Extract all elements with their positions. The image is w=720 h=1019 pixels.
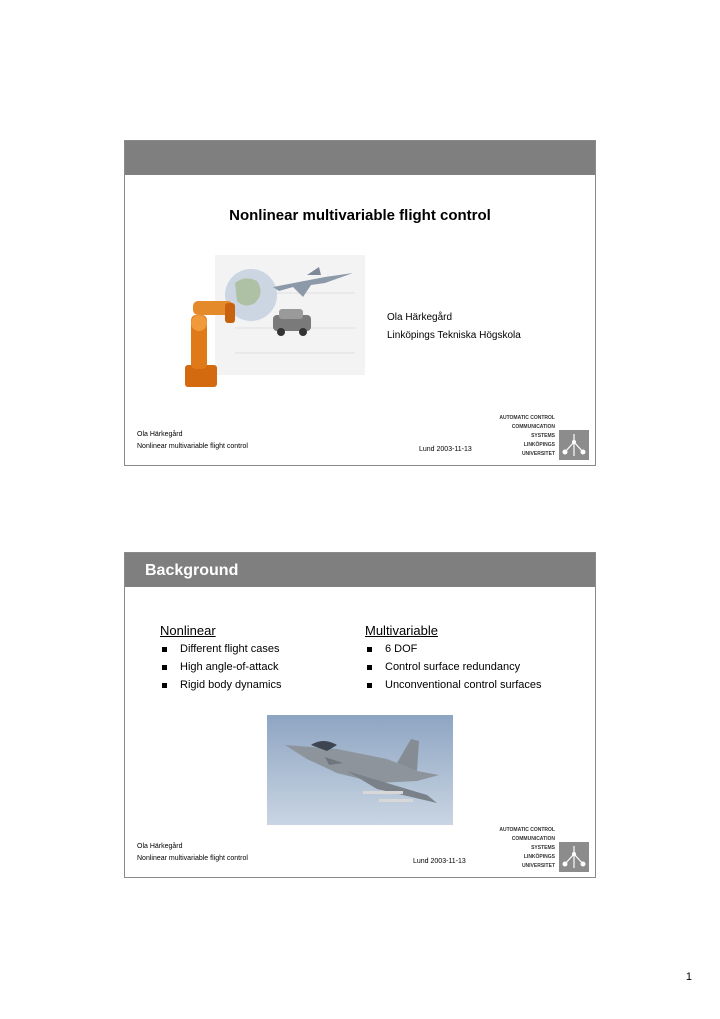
list-item: Control surface redundancy (365, 661, 542, 679)
multivariable-column (365, 623, 542, 697)
slide-background (124, 552, 596, 878)
nonlinear-column (160, 623, 282, 697)
list-item: High angle-of-attack (160, 661, 282, 679)
slide-header-bar (125, 141, 595, 175)
page-number: 1 (685, 971, 692, 983)
author-name: Ola Härkegård (387, 312, 453, 323)
university-logo-text: AUTOMATIC CONTROL COMMUNICATION SYSTEMS LINKÖPINGS UNIVERSITET (499, 827, 555, 869)
robot-jet-car-collage-image (175, 253, 371, 393)
university-logo-text: AUTOMATIC CONTROL COMMUNICATION SYSTEMS LINKÖPINGS UNIVERSITET (499, 415, 555, 457)
footer-title: Nonlinear multivariable flight control (137, 855, 248, 862)
slide-heading: Background (145, 562, 239, 579)
slide-title-text: Nonlinear multivariable flight control (229, 207, 491, 224)
footer-date: Lund 2003-11-13 (413, 858, 466, 865)
footer-author: Ola Härkegård (137, 431, 183, 438)
footer-date: Lund 2003-11-13 (419, 446, 472, 453)
slide-title (124, 140, 596, 466)
slide-header-bar (125, 553, 595, 587)
slide-footer (137, 429, 248, 453)
column-title: Multivariable (365, 623, 438, 638)
author-institution: Linköpings Tekniska Högskola (387, 330, 521, 341)
list-item: Rigid body dynamics (160, 679, 282, 697)
footer-author: Ola Härkegård (137, 843, 183, 850)
list-item: 6 DOF (365, 643, 542, 661)
university-logo-icon (559, 430, 589, 460)
fighter-jet-photo (267, 715, 453, 825)
list-item: Different flight cases (160, 643, 282, 661)
author-block (387, 309, 521, 345)
list-item: Unconventional control surfaces (365, 679, 542, 697)
column-title: Nonlinear (160, 623, 216, 638)
footer-title: Nonlinear multivariable flight control (137, 443, 248, 450)
slide-footer (137, 841, 248, 865)
university-logo-icon (559, 842, 589, 872)
